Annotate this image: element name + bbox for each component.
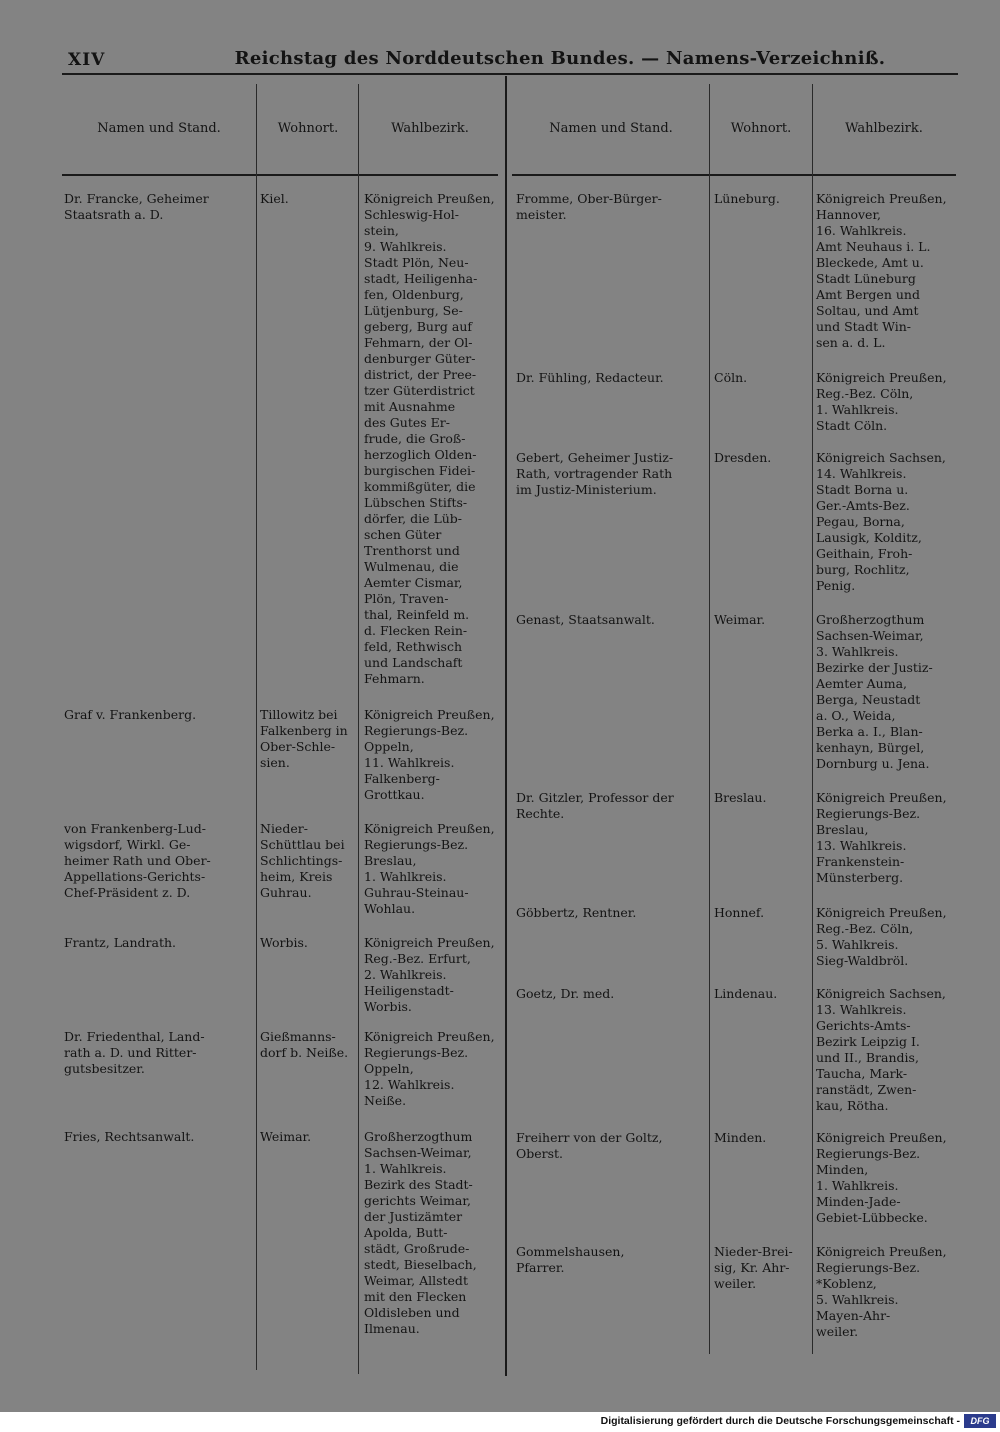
member-name: Göbbertz, Rentner. [516,905,637,920]
running-title: Reichstag des Norddeutschen Bundes. — Namens-Verzeichniß. [234,48,886,69]
member-district: Königreich Preußen, Reg.-Bez. Cöln, 1. Wahlkreis. Stadt Cöln. [816,370,947,433]
member-district: Königreich Preußen, Hannover, 16. Wahlkreis. Amt Neuhaus i. L. Bleckede, Amt u. Stadt Lüneburg Amt Bergen und Soltau, und Amt und Stadt Win- sen a. d. L. [816,191,947,350]
member-name: Gebert, Geheimer Justiz- Rath, vortragender Rath im Justiz-Ministerium. [516,450,674,497]
member-district: Königreich Preußen, Reg.-Bez. Erfurt, 2. Wahlkreis. Heiligenstadt- Worbis. [364,935,495,1014]
center-divider [505,76,507,1376]
page-number: XIV [68,50,106,70]
member-residence: Weimar. [260,1129,312,1144]
footer-bar [0,1412,1000,1432]
member-residence: Breslau. [714,790,767,805]
member-residence: Cöln. [714,370,748,385]
member-name: Fries, Rechtsanwalt. [64,1129,195,1144]
member-residence: Tillowitz bei Falkenberg in Ober-Schle- sien. [260,707,348,770]
member-residence: Weimar. [714,612,766,627]
header-rule [62,73,958,75]
column-divider [256,84,257,1370]
member-residence: Lüneburg. [714,191,780,206]
member-name: Freiherr von der Goltz, Oberst. [516,1130,663,1161]
member-residence: Lindenau. [714,986,778,1001]
member-name: Dr. Gitzler, Professor der Rechte. [516,790,674,821]
member-name: Frantz, Landrath. [64,935,176,950]
member-name: Gommelshausen, Pfarrer. [516,1244,625,1275]
member-district: Großherzogthum Sachsen-Weimar, 3. Wahlkreis. Bezirke der Justiz- Aemter Auma, Berga, Neustadt a. O., Weida, Berka a. I., Blan- kenhayn, Bürgel, Dornburg u. Jena. [816,612,933,771]
column-divider [709,84,710,1354]
funding-credit: Digitalisierung gefördert durch die Deutsche Forschungsgemeinschaft - [600,1415,960,1427]
member-name: Dr. Francke, Geheimer Staatsrath a. D. [64,191,209,222]
member-district: Königreich Preußen, Reg.-Bez. Cöln, 5. Wahlkreis. Sieg-Waldbröl. [816,905,947,968]
member-district: Königreich Preußen, Schleswig-Hol- stein, 9. Wahlkreis. Stadt Plön, Neu- stadt, Heiligenha- fen, Oldenburg, Lütjenburg, Se- geberg, Burg auf Fehmarn, der Ol- denburger Güter- district, der Pree- tzer Güterdistrict mit Ausnahme des Gutes Er- frude, die Groß- herzoglich Olden- burgischen Fidei- kommißgüter, die Lübschen Stifts- dörfer, die Lüb- schen Güter Trenthorst und Wulmenau, die Aemter Cismar, Plön, Traven- thal, Reinfeld m. d. Flecken Rein- feld, Rethwisch und Landschaft Fehmarn. [364,191,495,686]
member-district: Königreich Sachsen, 13. Wahlkreis. Gerichts-Amts- Bezirk Leipzig I. und II., Brandis, Taucha, Mark- ranstädt, Zwen- kau, Rötha. [816,986,946,1113]
member-district: Königreich Preußen, Regierungs-Bez. Breslau, 13. Wahlkreis. Frankenstein- Münsterberg. [816,790,947,885]
member-district: Königreich Preußen, Regierungs-Bez. *Koblenz, 5. Wahlkreis. Mayen-Ahr- weiler. [816,1244,947,1339]
member-name: von Frankenberg-Lud- wigsdorf, Wirkl. Ge- heimer Rath und Ober- Appellations-Gerichts- Chef-Präsident z. D. [64,821,211,900]
column-header-name: Namen und Stand. [97,121,221,136]
member-residence: Dresden. [714,450,772,465]
column-head-rule-right [512,174,956,176]
column-header-residence: Wohnort. [730,121,792,136]
member-name: Dr. Friedenthal, Land- rath a. D. und Ritter- gutsbesitzer. [64,1029,205,1076]
column-header-residence: Wohnort. [277,121,339,136]
member-residence: Worbis. [260,935,308,950]
member-name: Graf v. Frankenberg. [64,707,197,722]
member-district: Königreich Preußen, Regierungs-Bez. Oppeln, 11. Wahlkreis. Falkenberg- Grottkau. [364,707,495,802]
column-divider [812,84,813,1354]
member-residence: Gießmanns- dorf b. Neiße. [260,1029,349,1060]
member-residence: Nieder- Schüttlau bei Schlichtings- heim, Kreis Guhrau. [260,821,345,900]
member-residence: Nieder-Brei- sig, Kr. Ahr- weiler. [714,1244,793,1291]
column-divider [358,84,359,1374]
member-residence: Honnef. [714,905,765,920]
member-district: Königreich Preußen, Regierungs-Bez. Minden, 1. Wahlkreis. Minden-Jade- Gebiet-Lübbecke. [816,1130,947,1225]
member-district: Königreich Preußen, Regierungs-Bez. Breslau, 1. Wahlkreis. Guhrau-Steinau- Wohlau. [364,821,495,916]
dfg-logo: DFG [964,1414,996,1428]
member-name: Goetz, Dr. med. [516,986,615,1001]
member-name: Genast, Staatsanwalt. [516,612,655,627]
column-header-district: Wahlbezirk. [845,121,923,136]
member-district: Großherzogthum Sachsen-Weimar, 1. Wahlkreis. Bezirk des Stadt- gerichts Weimar, der Justizämter Apolda, Butt- städt, Großrude- stedt, Bieselbach, Weimar, Allstedt mit den Flecken Oldisleben und Ilmenau. [364,1129,477,1336]
member-residence: Minden. [714,1130,767,1145]
member-district: Königreich Preußen, Regierungs-Bez. Oppeln, 12. Wahlkreis. Neiße. [364,1029,495,1108]
column-header-district: Wahlbezirk. [391,121,469,136]
column-head-rule-left [62,174,498,176]
member-name: Fromme, Ober-Bürger- meister. [516,191,662,222]
column-header-name: Namen und Stand. [549,121,673,136]
member-residence: Kiel. [260,191,289,206]
member-district: Königreich Sachsen, 14. Wahlkreis. Stadt Borna u. Ger.-Amts-Bez. Pegau, Borna, Lausigk, Kolditz, Geithain, Froh- burg, Rochlitz, Penig. [816,450,946,593]
member-name: Dr. Fühling, Redacteur. [516,370,664,385]
